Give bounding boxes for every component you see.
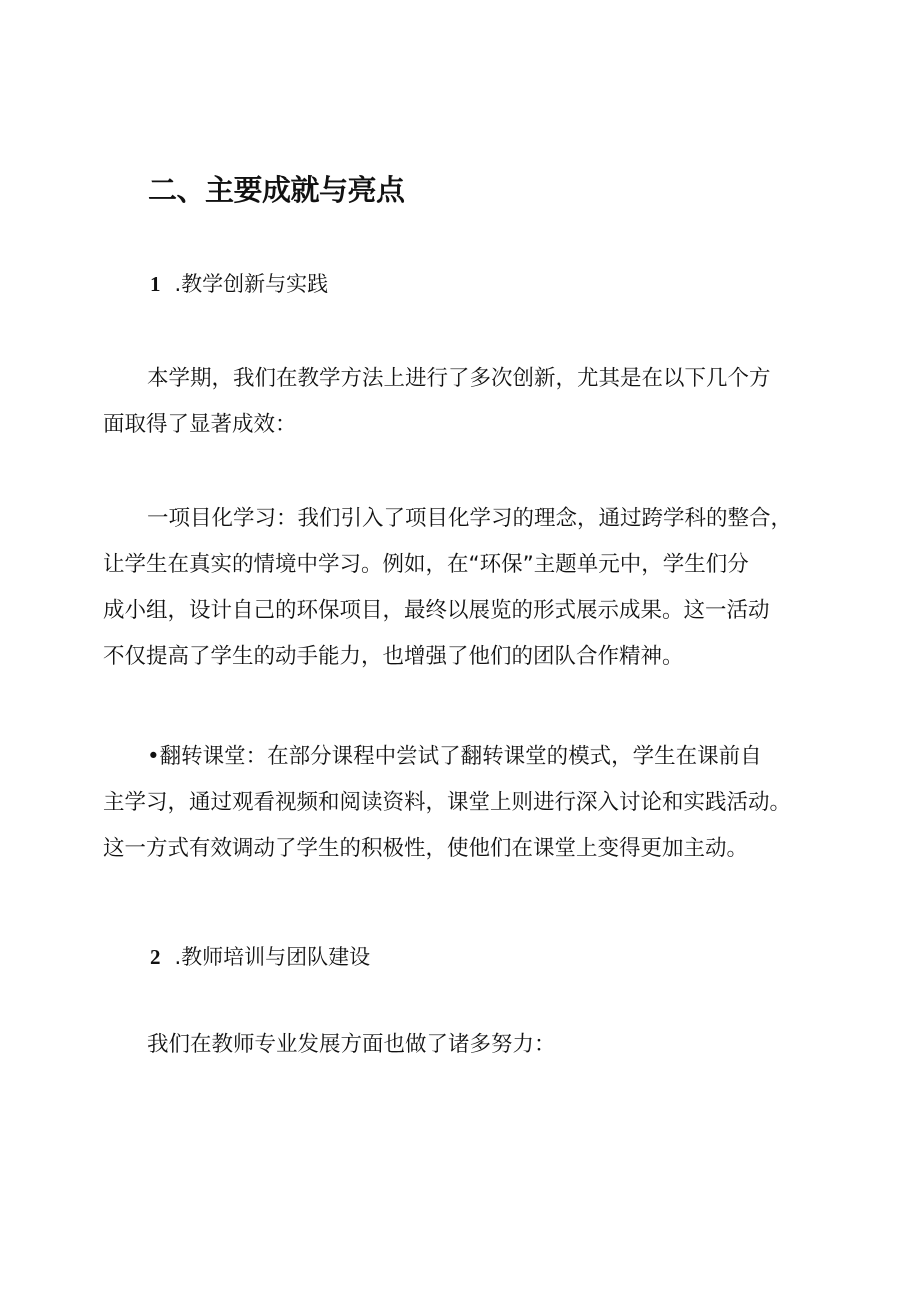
paragraph-line: 不仅提高了学生的动手能力，也增强了他们的团队合作精神。 [103, 644, 684, 669]
project-learning-paragraph [103, 496, 823, 680]
subsection-title: .教师培训与团队建设 [174, 945, 371, 969]
paragraph-line: 一项目化学习：我们引入了项目化学习的理念，通过跨学科的整合， [147, 506, 793, 531]
paragraph-line: 本学期，我们在教学方法上进行了多次创新，尤其是在以下几个方 [147, 366, 771, 391]
section-heading: 二、主要成就与亮点 [148, 173, 405, 207]
subsection-number: 1 [150, 272, 161, 296]
paragraph-line: •翻转课堂：在部分课程中尝试了翻转课堂的模式，学生在课前自 [147, 744, 762, 769]
paragraph-line: 这一方式有效调动了学生的积极性，使他们在课堂上变得更加主动。 [103, 836, 749, 861]
paragraph-line: 面取得了显著成效： [103, 412, 297, 437]
subsection-heading-2 [150, 941, 370, 971]
closing-paragraph [103, 1022, 823, 1068]
subsection-heading-1 [150, 268, 328, 298]
paragraph-line: 我们在教师专业发展方面也做了诸多努力： [147, 1032, 556, 1057]
paragraph-line: 主学习，通过观看视频和阅读资料，课堂上则进行深入讨论和实践活动。 [103, 790, 792, 815]
intro-paragraph [103, 356, 823, 448]
flipped-classroom-paragraph [103, 734, 823, 872]
paragraph-line: 成小组，设计自己的环保项目，最终以展览的形式展示成果。这一活动 [103, 598, 770, 623]
paragraph-line: 让学生在真实的情境中学习。例如，在“环保”主题单元中，学生们分 [103, 552, 749, 577]
subsection-title: .教学创新与实践 [174, 272, 329, 296]
subsection-number: 2 [150, 945, 161, 969]
